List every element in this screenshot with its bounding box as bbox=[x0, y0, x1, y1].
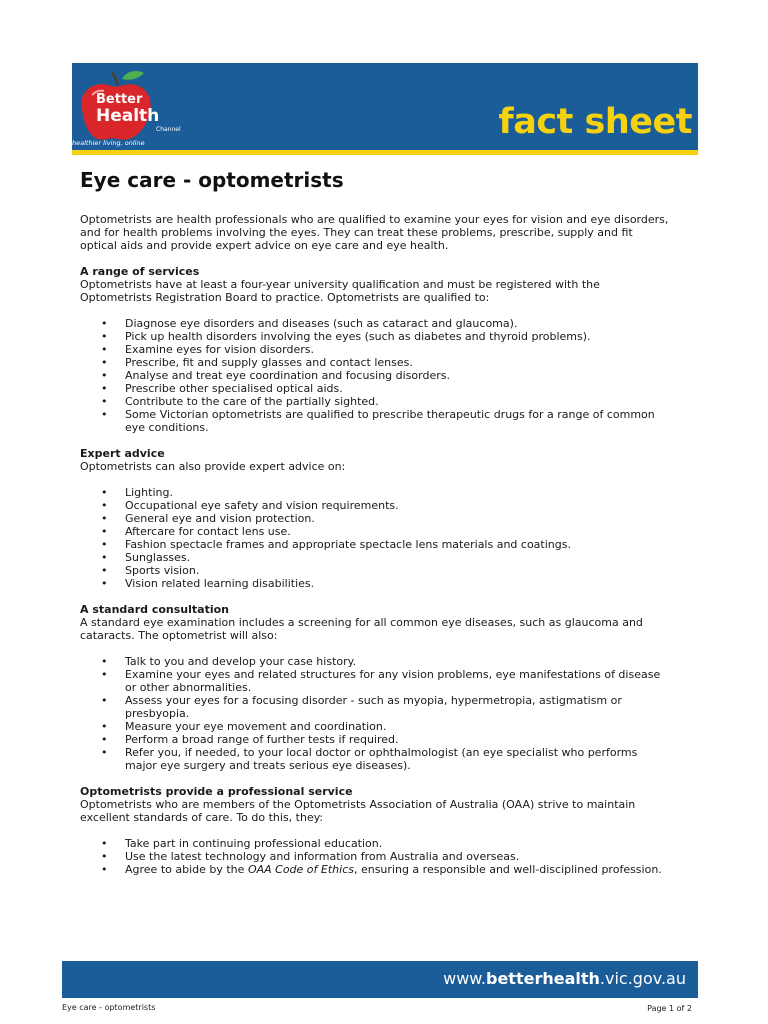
footer-banner bbox=[62, 961, 698, 998]
list-item: • Measure your eye movement and coordination. bbox=[80, 720, 670, 733]
list-item: • Use the latest technology and information from Australia and overseas. bbox=[80, 850, 670, 863]
list-item: • Take part in continuing professional education. bbox=[80, 837, 670, 850]
section-heading: Expert advice bbox=[80, 447, 165, 460]
list-item: • General eye and vision protection. bbox=[80, 512, 670, 525]
list-item: • Prescribe other specialised optical aids. bbox=[80, 382, 670, 395]
fact-sheet-title: fact sheet bbox=[498, 102, 692, 142]
footer-page-number: Page 1 of 2 bbox=[647, 1004, 692, 1013]
section-heading: A range of services bbox=[80, 265, 200, 278]
list-item: • Aftercare for contact lens use. bbox=[80, 525, 670, 538]
footer-document-name: Eye care - optometrists bbox=[62, 1003, 156, 1012]
section-text: Optometrists can also provide expert advice on: bbox=[80, 460, 346, 473]
list-item: • Occupational eye safety and vision requirements. bbox=[80, 499, 670, 512]
list-item: • Perform a broad range of further tests if required. bbox=[80, 733, 670, 746]
section-standard-consultation bbox=[80, 603, 670, 772]
section-range-of-services bbox=[80, 265, 670, 434]
list-item: • Diagnose eye disorders and diseases (such as cataract and glaucoma). bbox=[80, 317, 670, 330]
logo-text-channel: Channel bbox=[156, 126, 181, 133]
list-item bbox=[80, 863, 670, 876]
intro-paragraph: Optometrists are health professionals who are qualified to examine your eyes for vision and eye disorders, and for health problems involving the eyes. They can treat these problems, prescribe, supply and fit optical aids and provide expert advice on eye care and eye health. bbox=[80, 213, 669, 252]
list-item: • Pick up health disorders involving the eyes (such as diabetes and thyroid problems). bbox=[80, 330, 670, 343]
header-banner bbox=[72, 63, 698, 155]
list-item: • Lighting. bbox=[80, 486, 670, 499]
bullet-list bbox=[80, 655, 670, 772]
section-heading: A standard consultation bbox=[80, 603, 229, 616]
document-body bbox=[80, 168, 670, 876]
section-professional-service bbox=[80, 785, 670, 876]
section-text: Optometrists have at least a four-year university qualification and must be registered with the Optometrists Registration Board to practice. Optometrists are qualified to: bbox=[80, 278, 600, 304]
logo-text-health: Health bbox=[96, 106, 160, 126]
logo-tagline: healthier living, online bbox=[72, 139, 145, 147]
list-item: • Refer you, if needed, to your local doctor or ophthalmologist (an eye specialist who performs major eye surgery and treats serious eye diseases). bbox=[80, 746, 670, 772]
list-item: • Fashion spectacle frames and appropriate spectacle lens materials and coatings. bbox=[80, 538, 670, 551]
list-item-text: , ensuring a responsible and well-disciplined profession. bbox=[353, 863, 662, 876]
list-item-text: Agree to abide by the bbox=[125, 863, 248, 876]
section-text: A standard eye examination includes a screening for all common eye diseases, such as glaucoma and cataracts. The optometrist will also: bbox=[80, 616, 643, 642]
section-expert-advice bbox=[80, 447, 670, 590]
url-prefix: www. bbox=[443, 969, 486, 988]
list-item: • Talk to you and develop your case history. bbox=[80, 655, 670, 668]
header-stripe bbox=[72, 150, 698, 155]
list-item: • Assess your eyes for a focusing disorder - such as myopia, hypermetropia, astigmatism or presbyopia. bbox=[80, 694, 670, 720]
url-suffix: .vic.gov.au bbox=[599, 969, 686, 988]
list-item: • Vision related learning disabilities. bbox=[80, 577, 670, 590]
list-item: • Some Victorian optometrists are qualified to prescribe therapeutic drugs for a range of common eye conditions. bbox=[80, 408, 670, 434]
section-heading: Optometrists provide a professional service bbox=[80, 785, 353, 798]
list-item: • Examine eyes for vision disorders. bbox=[80, 343, 670, 356]
bullet-list bbox=[80, 837, 670, 876]
list-item: • Prescribe, fit and supply glasses and contact lenses. bbox=[80, 356, 670, 369]
website-link[interactable] bbox=[443, 969, 686, 989]
bullet-list bbox=[80, 486, 670, 590]
logo-text-better: Better bbox=[96, 92, 143, 107]
section-text: Optometrists who are members of the Optometrists Association of Australia (OAA) strive to maintain excellent standards of care. To do this, they: bbox=[80, 798, 636, 824]
list-item: • Examine your eyes and related structures for any vision problems, eye manifestations of disease or other abnormalities. bbox=[80, 668, 670, 694]
code-of-ethics-reference: OAA Code of Ethics bbox=[247, 863, 354, 876]
better-health-logo[interactable] bbox=[72, 69, 190, 153]
url-brand: betterhealth bbox=[486, 969, 600, 988]
list-item: • Contribute to the care of the partially sighted. bbox=[80, 395, 670, 408]
bullet-list bbox=[80, 317, 670, 434]
page-title: Eye care - optometrists bbox=[80, 168, 344, 192]
list-item: • Sunglasses. bbox=[80, 551, 670, 564]
list-item: • Sports vision. bbox=[80, 564, 670, 577]
list-item: • Analyse and treat eye coordination and focusing disorders. bbox=[80, 369, 670, 382]
